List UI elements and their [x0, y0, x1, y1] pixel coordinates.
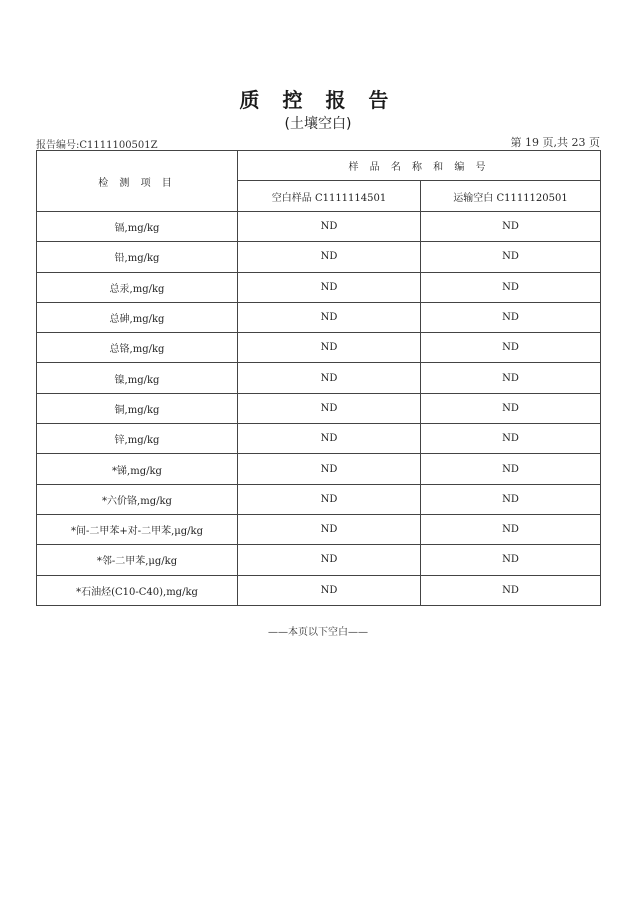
- row-item: 镍,mg/kg: [37, 363, 238, 393]
- table-row: [37, 454, 601, 484]
- row-value-sample2: ND: [421, 484, 601, 514]
- row-item: 铅,mg/kg: [37, 242, 238, 272]
- col-header-sample2: 运输空白 C1111120501: [421, 181, 601, 212]
- qc-results-table: [36, 150, 601, 606]
- table-row: [37, 393, 601, 423]
- row-value-sample1: ND: [238, 212, 421, 242]
- row-value-sample2: ND: [421, 424, 601, 454]
- row-value-sample1: ND: [238, 514, 421, 544]
- row-item: 锌,mg/kg: [37, 424, 238, 454]
- table-row: [37, 242, 601, 272]
- row-value-sample2: ND: [421, 514, 601, 544]
- row-value-sample1: ND: [238, 575, 421, 605]
- row-item: 总铬,mg/kg: [37, 333, 238, 363]
- table-row: [37, 575, 601, 605]
- table-header-row: [37, 151, 601, 181]
- row-value-sample1: ND: [238, 424, 421, 454]
- row-value-sample1: ND: [238, 333, 421, 363]
- row-item: 总砷,mg/kg: [37, 302, 238, 332]
- row-item: *邻-二甲苯,μg/kg: [37, 545, 238, 575]
- row-value-sample1: ND: [238, 302, 421, 332]
- table-row: [37, 272, 601, 302]
- row-value-sample1: ND: [238, 272, 421, 302]
- report-subtitle: (土壤空白): [284, 116, 352, 132]
- row-value-sample2: ND: [421, 575, 601, 605]
- row-value-sample1: ND: [238, 545, 421, 575]
- row-item: *石油烃(C10-C40),mg/kg: [37, 575, 238, 605]
- row-item: 镉,mg/kg: [37, 212, 238, 242]
- report-title: 质 控 报 告: [239, 88, 397, 112]
- row-value-sample2: ND: [421, 545, 601, 575]
- page-info: 第 19 页,共 23 页: [510, 136, 600, 149]
- row-item: *间-二甲苯+对-二甲苯,μg/kg: [37, 514, 238, 544]
- row-value-sample1: ND: [238, 242, 421, 272]
- row-value-sample2: ND: [421, 454, 601, 484]
- row-value-sample1: ND: [238, 363, 421, 393]
- row-value-sample1: ND: [238, 484, 421, 514]
- table-row: [37, 302, 601, 332]
- row-value-sample2: ND: [421, 393, 601, 423]
- row-value-sample2: ND: [421, 242, 601, 272]
- table-row: [37, 484, 601, 514]
- row-value-sample2: ND: [421, 302, 601, 332]
- table-body: [37, 212, 601, 606]
- col-header-sample-group: 样 品 名 称 和 编 号: [238, 151, 601, 181]
- row-value-sample2: ND: [421, 212, 601, 242]
- row-item: 铜,mg/kg: [37, 393, 238, 423]
- report-number: 报告编号:C1111100501Z: [36, 140, 158, 151]
- row-item: 总汞,mg/kg: [37, 272, 238, 302]
- row-value-sample2: ND: [421, 363, 601, 393]
- row-item: *锑,mg/kg: [37, 454, 238, 484]
- row-value-sample1: ND: [238, 454, 421, 484]
- table-row: [37, 212, 601, 242]
- col-header-sample1: 空白样品 C1111114501: [238, 181, 421, 212]
- table-row: [37, 363, 601, 393]
- page-end-note: ——本页以下空白——: [268, 627, 368, 638]
- row-value-sample1: ND: [238, 393, 421, 423]
- row-item: *六价铬,mg/kg: [37, 484, 238, 514]
- table-row: [37, 514, 601, 544]
- row-value-sample2: ND: [421, 272, 601, 302]
- table-row: [37, 545, 601, 575]
- col-header-item: 检 测 项 目: [37, 151, 238, 212]
- row-value-sample2: ND: [421, 333, 601, 363]
- table-row: [37, 333, 601, 363]
- table-row: [37, 424, 601, 454]
